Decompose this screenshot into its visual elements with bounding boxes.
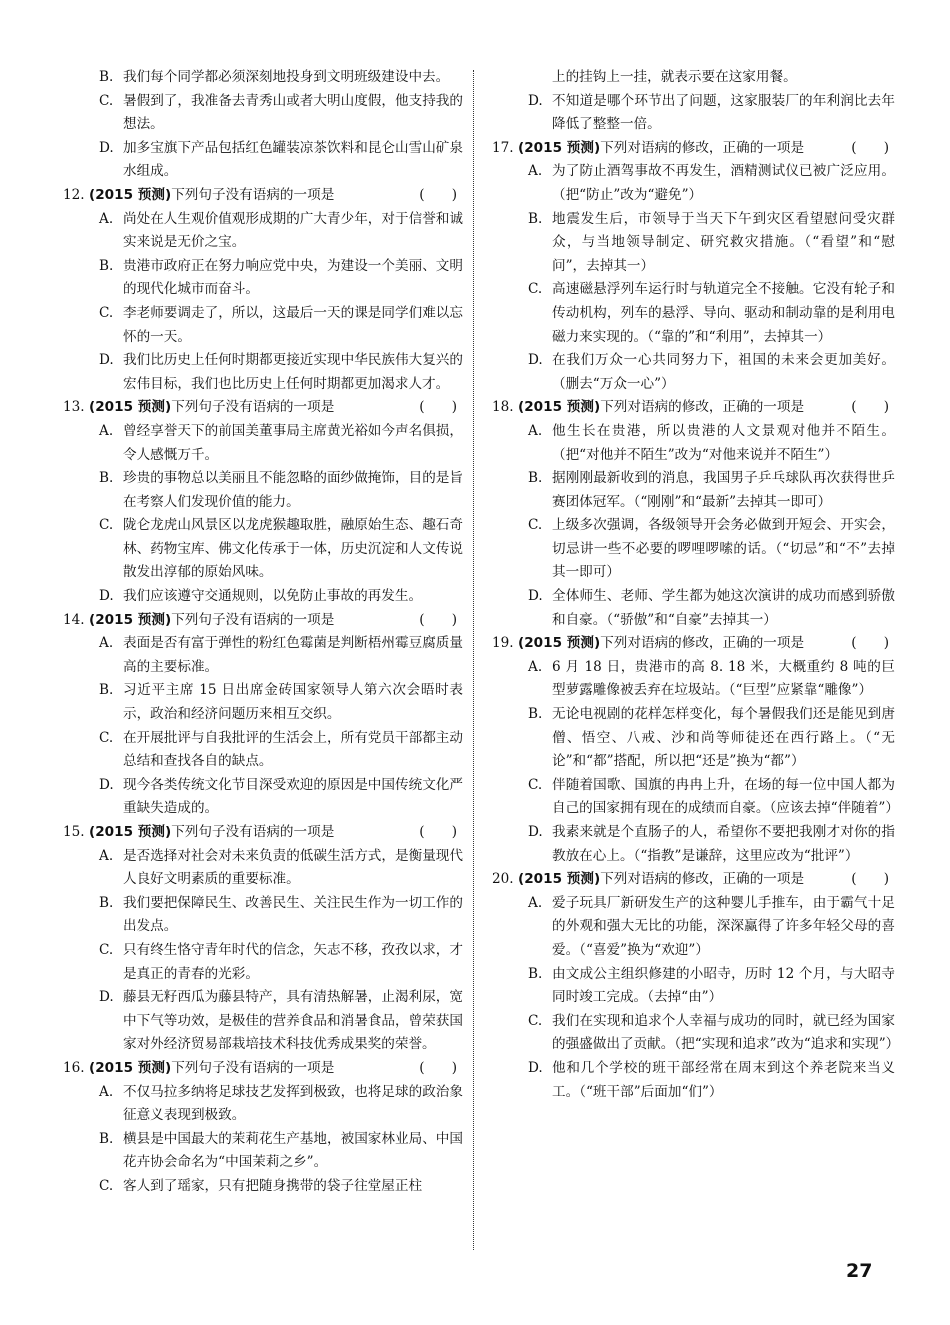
option-letter: D. [99, 588, 114, 605]
option-text: 伴随着国歌、国旗的冉冉上升，在场的每一位中国人都为自己的国家拥有现在的成绩而自豪。（应该去掉“伴随着”） [552, 776, 899, 817]
answer-blank: ( ) [419, 186, 457, 203]
option-text: 6 月 18 日，贵港市的高 8. 18 米，大概重约 8 吨的巨型萝露雕像被丢弃在垃圾站。（“巨型”应紧靠“雕像”） [552, 658, 895, 699]
answer-option [63, 939, 463, 986]
option-text: 在我们万众一心共同努力下，祖国的未来会更加美好。（删去“万众一心”） [552, 352, 895, 392]
question-number: 20. [492, 871, 514, 888]
question-header [63, 184, 463, 208]
option-letter: D. [528, 1059, 543, 1076]
option-text: 现今各类传统文化节目深受欢迎的原因是中国传统文化严重缺失造成的。 [123, 776, 463, 817]
question-header [492, 137, 895, 161]
option-letter: B. [528, 706, 543, 723]
option-text: 客人到了瑶家，只有把随身携带的袋子往堂屋正柱 [123, 1177, 423, 1194]
answer-option [492, 585, 895, 632]
question-source-tag: (2015 预测) [518, 635, 601, 652]
option-text: 我们应该遵守交通规则，以免防止事故的再发生。 [123, 588, 423, 605]
answer-option [492, 160, 895, 207]
answer-option [492, 963, 895, 1010]
question-number: 19. [492, 635, 514, 652]
answer-option [63, 514, 463, 585]
option-letter: B. [99, 470, 114, 487]
option-letter: B. [528, 965, 543, 982]
answer-option [63, 255, 463, 302]
question-header [63, 1057, 463, 1081]
answer-option [63, 1175, 463, 1199]
answer-option [63, 420, 463, 467]
option-text: 加多宝旗下产品包括红色罐装凉茶饮料和昆仑山雪山矿泉水组成。 [123, 139, 463, 180]
column-divider [473, 70, 474, 1250]
option-letter: C. [99, 517, 114, 534]
option-letter: D. [99, 352, 114, 369]
question-header [63, 821, 463, 845]
option-text: 不仅马拉多纳将足球技艺发挥到极致，也将足球的政治象征意义表现到极致。 [123, 1083, 463, 1124]
answer-option [492, 774, 899, 821]
question-header [492, 632, 895, 656]
answer-blank: ( ) [851, 871, 889, 888]
answer-option [63, 679, 463, 726]
answer-option [63, 467, 463, 514]
option-letter: A. [528, 422, 543, 439]
answer-option [63, 585, 463, 609]
question-header [63, 396, 463, 420]
answer-blank: ( ) [851, 635, 889, 652]
option-text: 为了防止酒驾事故不再发生，酒精测试仪已被广泛应用。（把“防止”改为“避免”） [552, 163, 895, 203]
question-prompt: 下列对语病的修改，正确的一项是 [600, 635, 805, 652]
option-letter: D. [528, 352, 543, 369]
answer-option [63, 845, 463, 892]
option-text: 不知道是哪个环节出了问题，这家服装厂的年利润比去年降低了整整一倍。 [552, 92, 895, 133]
answer-option [63, 774, 463, 821]
answer-option [63, 302, 463, 349]
answer-option [63, 1081, 463, 1128]
option-text: 他和几个学校的班干部经常在周末到这个养老院来当义工。（“班干部”后面加“们”） [552, 1059, 895, 1100]
option-letter: D. [528, 588, 543, 605]
answer-option [63, 66, 463, 90]
option-letter: C. [528, 281, 543, 298]
answer-option [492, 467, 895, 514]
question-header [492, 396, 895, 420]
option-text: 藤县无籽西瓜为藤县特产，具有清热解暑，止渴利尿，宽中下气等功效，是极佳的营养食品和消暑食品，曾荣获国家对外经济贸易部栽培技术科技优秀成果奖的荣誉。 [123, 989, 463, 1053]
question-number: 18. [492, 399, 514, 416]
option-text: 我们比历史上任何时期都更接近实现中华民族伟大复兴的宏伟目标，我们也比历史上任何时期都更加渴求人才。 [123, 352, 463, 392]
option-text: 陇仑龙虎山风景区以龙虎猴趣取胜，融原始生态、趣石奇林、药物宝库、佛文化传承于一体，历史沉淀和人文传说散发出淳郁的原始风味。 [123, 517, 463, 581]
option-letter: B. [99, 682, 114, 699]
answer-option [492, 703, 895, 774]
option-text: 在开展批评与自我批评的生活会上，所有党员干部都主动总结和查找各自的缺点。 [123, 729, 463, 770]
option-letter: C. [528, 1012, 543, 1029]
option-letter: A. [99, 635, 114, 652]
option-text: 横县是中国最大的茉莉花生产基地，被国家林业局、中国花卉协会命名为“中国茉莉之乡”。 [123, 1130, 463, 1171]
option-continuation: 上的挂钩上一挂，就表示要在这家用餐。 [552, 69, 797, 85]
answer-option [492, 1057, 895, 1104]
option-letter: B. [99, 257, 114, 274]
answer-option [492, 90, 895, 137]
answer-blank: ( ) [419, 399, 457, 416]
question-source-tag: (2015 预测) [89, 824, 172, 840]
option-letter: D. [528, 92, 543, 109]
option-letter: C. [99, 729, 114, 746]
question-source-tag: (2015 预测) [518, 871, 601, 888]
option-letter: A. [99, 847, 114, 864]
option-letter: A. [99, 422, 114, 439]
option-letter: C. [99, 941, 114, 958]
option-letter: A. [99, 210, 114, 227]
option-letter: A. [528, 658, 543, 675]
answer-option [492, 514, 895, 585]
option-letter: C. [528, 517, 543, 534]
option-letter: B. [99, 69, 114, 85]
option-text: 是否选择对社会对未来负责的低碳生活方式，是衡量现代人良好文明素质的重要标准。 [123, 847, 463, 888]
answer-option [492, 349, 895, 396]
answer-option [492, 821, 895, 868]
question-number: 15. [63, 824, 85, 840]
question-source-tag: (2015 预测) [89, 399, 172, 416]
answer-option [63, 632, 463, 679]
option-letter: C. [528, 776, 543, 793]
question-number: 13. [63, 399, 85, 416]
question-source-tag: (2015 预测) [518, 399, 601, 416]
option-text: 我素来就是个直肠子的人，希望你不要把我刚才对你的指教放在心上。（“指教”是谦辞，这里应改为“批评”） [552, 824, 895, 864]
question-number: 17. [492, 139, 514, 156]
option-text: 他生长在贵港，所以贵港的人文景观对他并不陌生。（把“对他并不陌生”改为“对他来说并不陌生”） [552, 422, 895, 463]
question-prompt: 下列对语病的修改，正确的一项是 [600, 399, 805, 416]
option-letter: A. [528, 894, 543, 911]
answer-option [63, 349, 463, 396]
option-letter: A. [99, 1083, 114, 1100]
question-number: 16. [63, 1059, 85, 1076]
option-letter: D. [99, 989, 114, 1006]
answer-blank: ( ) [851, 139, 889, 156]
answer-blank: ( ) [851, 399, 889, 416]
option-letter: C. [99, 1177, 114, 1194]
question-source-tag: (2015 预测) [518, 139, 601, 156]
option-letter: B. [99, 1130, 114, 1147]
option-letter: B. [99, 894, 114, 911]
answer-option [492, 656, 895, 703]
option-text: 我们要把保障民生、改善民生、关注民生作为一切工作的出发点。 [123, 894, 463, 935]
option-text: 全体师生、老师、学生都为她这次演讲的成功而感到骄傲和自豪。（“骄傲”和“自豪”去掉其一） [552, 588, 895, 628]
answer-option [63, 892, 463, 939]
option-text: 地震发生后，市领导于当天下午到灾区看望慰问受灾群众，与当地领导制定、研究救灾措施。（“看望”和“慰问”，去掉其一） [552, 210, 895, 274]
answer-option [63, 90, 463, 137]
right-column [492, 66, 900, 1104]
answer-blank: ( ) [419, 1059, 457, 1076]
option-letter: C. [99, 304, 114, 321]
option-letter: B. [528, 470, 543, 487]
answer-option [492, 208, 895, 279]
option-letter: C. [99, 92, 114, 109]
option-text: 只有终生恪守青年时代的信念，矢志不移，孜孜以求，才是真正的青春的光彩。 [123, 941, 463, 982]
option-text: 尚处在人生观价值观形成期的广大青少年，对于信誉和诚实来说是无价之宝。 [123, 210, 463, 251]
option-text: 爱子玩具厂新研发生产的这种婴儿手推车，由于霸气十足的外观和强大无比的功能，深深赢得了许多年轻父母的喜爱。（“喜爱”换为“欢迎”） [552, 894, 895, 958]
answer-blank: ( ) [419, 611, 457, 628]
option-letter: D. [99, 776, 114, 793]
option-text: 我们每个同学都必须深刻地投身到文明班级建设中去。 [123, 69, 450, 85]
answer-blank: ( ) [419, 824, 457, 840]
left-column [63, 66, 463, 1199]
question-number: 14. [63, 611, 85, 628]
question-header [492, 868, 895, 892]
answer-option [63, 1128, 463, 1175]
option-text: 习近平主席 15 日出席金砖国家领导人第六次会晤时表示，政治和经济问题历来相互交织。 [123, 682, 463, 723]
option-letter: D. [99, 139, 114, 156]
option-letter: B. [528, 210, 543, 227]
option-text: 贵港市政府正在努力响应党中央，为建设一个美丽、文明的现代化城市而奋斗。 [123, 257, 463, 298]
option-letter: A. [528, 163, 543, 180]
option-text: 无论电视剧的花样怎样变化，每个暑假我们还是能见到唐僧、悟空、八戒、沙和尚等师徒还在西行路上。（“无论”和“都”搭配，所以把“还是”换为“都”） [552, 706, 895, 770]
answer-option [63, 208, 463, 255]
option-text: 珍贵的事物总以美丽且不能忽略的面纱做掩饰，目的是旨在考察人们发现价值的能力。 [123, 470, 463, 510]
option-text: 我们在实现和追求个人幸福与成功的同时，就已经为国家的强盛做出了贡献。（把“实现和追求”改为“追求和实现”） [552, 1012, 900, 1053]
question-prompt: 下列句子没有语病的一项是 [171, 1059, 335, 1076]
question-prompt: 下列句子没有语病的一项是 [171, 611, 335, 628]
answer-option [492, 1010, 900, 1057]
option-text: 上级多次强调，各级领导开会务必做到开短会、开实会，切忌讲一些不必要的啰哩啰嗦的话。（“切忌”和“不”去掉其一即可） [552, 517, 895, 581]
option-text: 暑假到了，我准备去青秀山或者大明山度假，他支持我的想法。 [123, 92, 463, 133]
question-prompt: 下列句子没有语病的一项是 [171, 824, 335, 840]
option-text: 高速磁悬浮列车运行时与轨道完全不接触。它没有轮子和传动机构，列车的悬浮、导向、驱动和制动靠的是利用电磁力来实现的。（“靠的”和“利用”，去掉其一） [552, 281, 895, 345]
option-letter: D. [528, 824, 543, 840]
option-text: 据刚刚最新收到的消息，我国男子乒乓球队再次获得世乒赛团体冠军。（“刚刚”和“最新”去掉其一即可） [552, 470, 895, 510]
question-source-tag: (2015 预测) [89, 1059, 172, 1076]
option-text: 曾经享誉天下的前国美董事局主席黄光裕如今声名俱损，令人感慨万千。 [123, 422, 463, 463]
question-source-tag: (2015 预测) [89, 611, 172, 628]
answer-option [63, 137, 463, 184]
question-header [63, 609, 463, 633]
answer-option [63, 727, 463, 774]
option-text: 李老师要调走了，所以，这最后一天的课是同学们难以忘怀的一天。 [123, 304, 463, 345]
answer-option [492, 892, 895, 963]
question-prompt: 下列对语病的修改，正确的一项是 [600, 871, 805, 888]
question-number: 12. [63, 186, 85, 203]
option-text: 由文成公主组织修建的小昭寺，历时 12 个月，与大昭寺同时竣工完成。（去掉“由”） [552, 965, 895, 1006]
question-prompt: 下列对语病的修改，正确的一项是 [600, 139, 805, 156]
question-prompt: 下列句子没有语病的一项是 [171, 186, 335, 203]
answer-option [492, 420, 895, 467]
question-prompt: 下列句子没有语病的一项是 [171, 399, 335, 416]
question-source-tag: (2015 预测) [89, 186, 172, 203]
option-text: 表面是否有富于弹性的粉红色霉菌是判断梧州霉豆腐质量高的主要标准。 [123, 635, 463, 675]
answer-option [63, 986, 463, 1057]
page-number: 27 [846, 1260, 873, 1282]
answer-option [492, 278, 895, 349]
